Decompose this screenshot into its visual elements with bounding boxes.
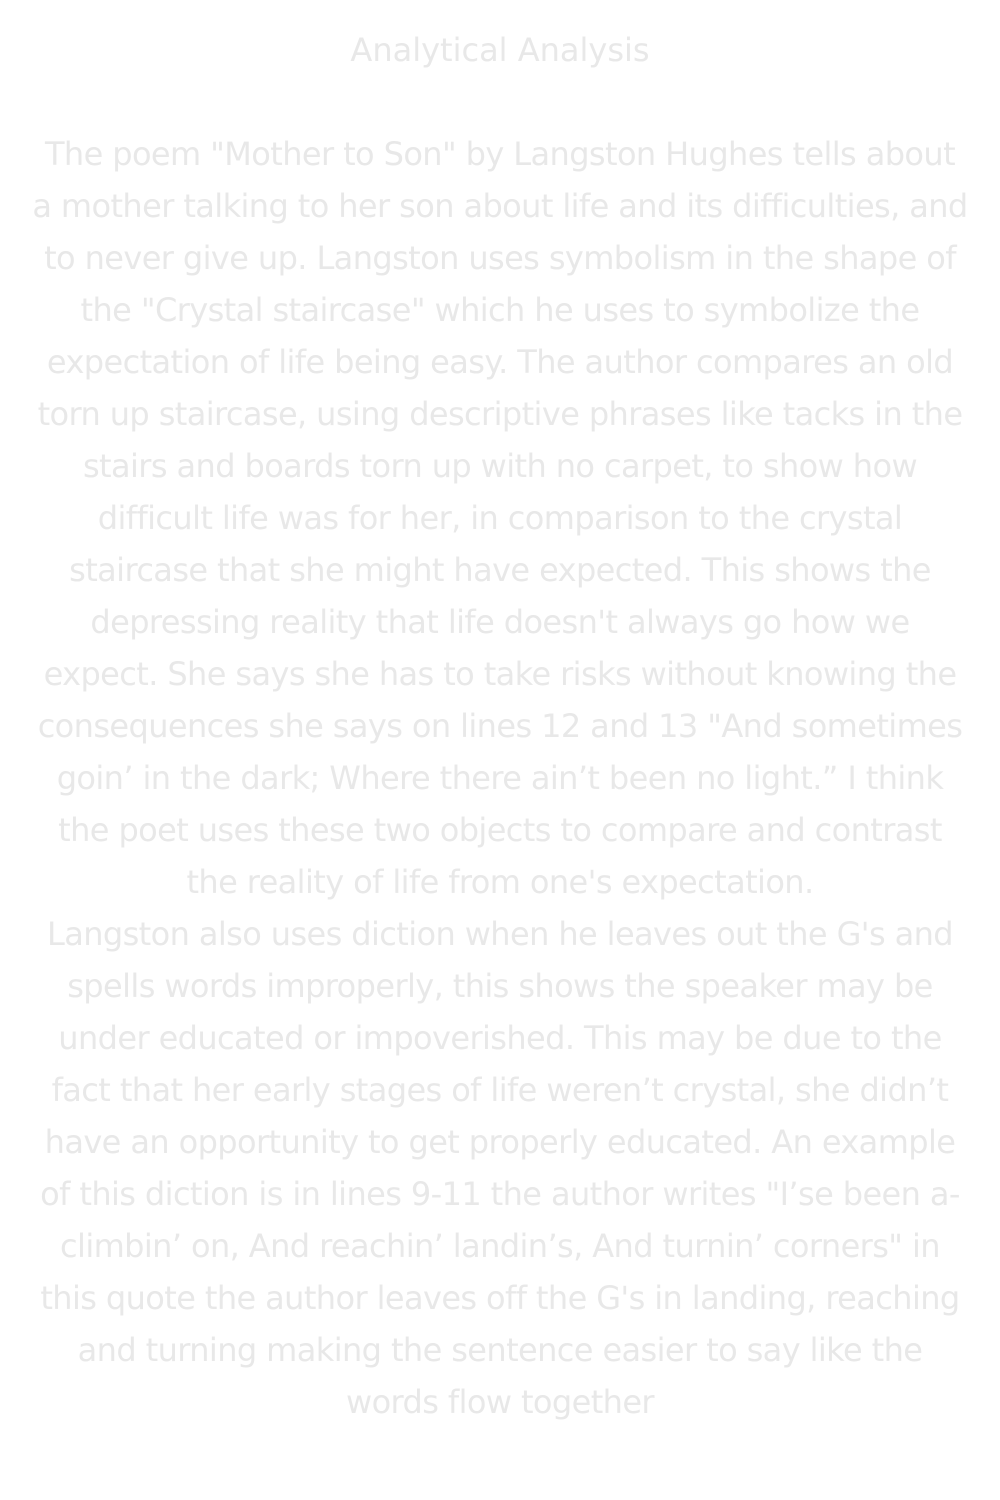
text-line: expectation of life being easy. The author compares an old: [46, 343, 954, 381]
text-line: the reality of life from one's expectation.: [186, 863, 814, 901]
text-line: have an opportunity to get properly educated. An example: [44, 1123, 956, 1161]
text-line: spells words improperly, this shows the speaker may be: [67, 967, 933, 1005]
text-line: goin’ in the dark; Where there ain’t been no light.” I think: [56, 759, 944, 797]
text-line: fact that her early stages of life weren’t crystal, she didn’t: [51, 1071, 949, 1109]
text-line: The poem "Mother to Son" by Langston Hughes tells about: [44, 135, 956, 173]
document-title: Analytical Analysis: [350, 31, 650, 69]
text-line: Langston also uses diction when he leaves out the G's and: [46, 915, 954, 953]
text-line: climbin’ on, And reachin’ landin’s, And turnin’ corners" in: [60, 1227, 940, 1265]
text-line: and turning making the sentence easier to say like the: [77, 1331, 923, 1369]
text-line: expect. She says she has to take risks without knowing the: [43, 655, 957, 693]
text-line: staircase that she might have expected. This shows the: [69, 551, 931, 589]
text-line: the "Crystal staircase" which he uses to symbolize the: [80, 291, 920, 329]
document-body: [0, 128, 1000, 1428]
text-line: of this diction is in lines 9-11 the author writes "I’se been a-: [40, 1175, 960, 1213]
text-line: under educated or impoverished. This may be due to the: [58, 1019, 942, 1057]
text-line: words flow together: [346, 1383, 654, 1421]
text-line: a mother talking to her son about life and its difficulties, and: [32, 187, 968, 225]
text-line: torn up staircase, using descriptive phrases like tacks in the: [37, 395, 963, 433]
text-line: the poet uses these two objects to compare and contrast: [58, 811, 942, 849]
text-line: stairs and boards torn up with no carpet, to show how: [82, 447, 918, 485]
text-line: depressing reality that life doesn't always go how we: [90, 603, 910, 641]
text-line: consequences she says on lines 12 and 13 "And sometimes: [37, 707, 963, 745]
text-line: to never give up. Langston uses symbolism in the shape of: [44, 239, 956, 277]
text-line: difficult life was for her, in comparison to the crystal: [97, 499, 903, 537]
text-line: this quote the author leaves off the G's in landing, reaching: [40, 1279, 960, 1317]
